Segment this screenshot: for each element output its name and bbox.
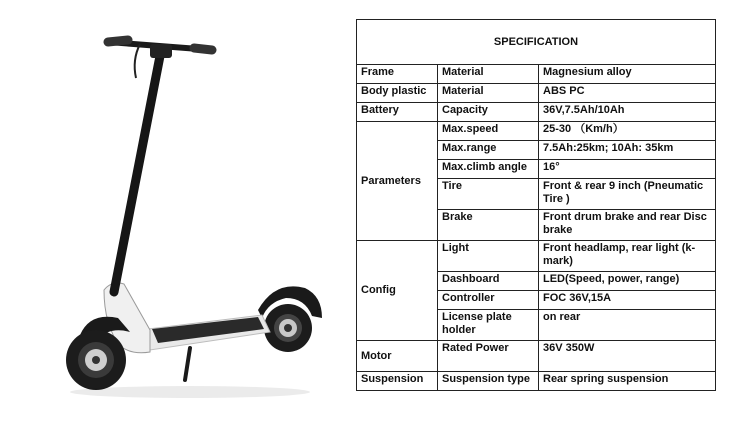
label-cell: Max.climb angle (438, 160, 539, 179)
table-row (357, 122, 716, 141)
value-cell: 36V 350W (539, 341, 716, 372)
category-cell: Suspension (357, 372, 438, 391)
stem (114, 56, 160, 292)
front-wheel (66, 330, 126, 390)
label-cell: Dashboard (438, 272, 539, 291)
value-cell: Rear spring suspension (539, 372, 716, 391)
value-cell: 36V,7.5Ah/10Ah (539, 103, 716, 122)
category-cell: Battery (357, 103, 438, 122)
value-cell: Magnesium alloy (539, 65, 716, 84)
rear-wheel (264, 304, 312, 352)
label-cell: Light (438, 241, 539, 272)
label-cell: Capacity (438, 103, 539, 122)
value-cell: 16° (539, 160, 716, 179)
spec-title-row (357, 20, 716, 65)
ground-shadow (70, 386, 310, 398)
value-cell: ABS PC (539, 84, 716, 103)
value-cell: on rear (539, 310, 716, 341)
value-cell: FOC 36V,15A (539, 291, 716, 310)
value-cell: Front drum brake and rear Disc brake (539, 210, 716, 241)
value-cell: 25-30 （Km/h） (539, 122, 716, 141)
value-cell: Front headlamp, rear light (k-mark) (539, 241, 716, 272)
label-cell: Max.range (438, 141, 539, 160)
category-cell: Parameters (357, 122, 438, 241)
label-cell: Brake (438, 210, 539, 241)
label-cell: Controller (438, 291, 539, 310)
category-cell: Config (357, 241, 438, 341)
category-cell: Body plastic (357, 84, 438, 103)
table-row (357, 103, 716, 122)
label-cell: Rated Power (438, 341, 539, 372)
table-row (357, 65, 716, 84)
label-cell: Suspension type (438, 372, 539, 391)
table-row (357, 372, 716, 391)
value-cell: Front & rear 9 inch (Pneumatic Tire ) (539, 179, 716, 210)
kickstand (185, 348, 190, 380)
specification-table (356, 19, 716, 391)
table-row (357, 241, 716, 272)
label-cell: Tire (438, 179, 539, 210)
table-row (357, 341, 716, 372)
spec-title: SPECIFICATION (357, 20, 716, 65)
table-row (357, 84, 716, 103)
label-cell: Max.speed (438, 122, 539, 141)
label-cell: Material (438, 65, 539, 84)
category-cell: Frame (357, 65, 438, 84)
label-cell: Material (438, 84, 539, 103)
label-cell: License plate holder (438, 310, 539, 341)
value-cell: 7.5Ah:25km; 10Ah: 35km (539, 141, 716, 160)
value-cell: LED(Speed, power, range) (539, 272, 716, 291)
category-cell: Motor (357, 341, 438, 372)
electric-scooter-image (55, 22, 335, 407)
